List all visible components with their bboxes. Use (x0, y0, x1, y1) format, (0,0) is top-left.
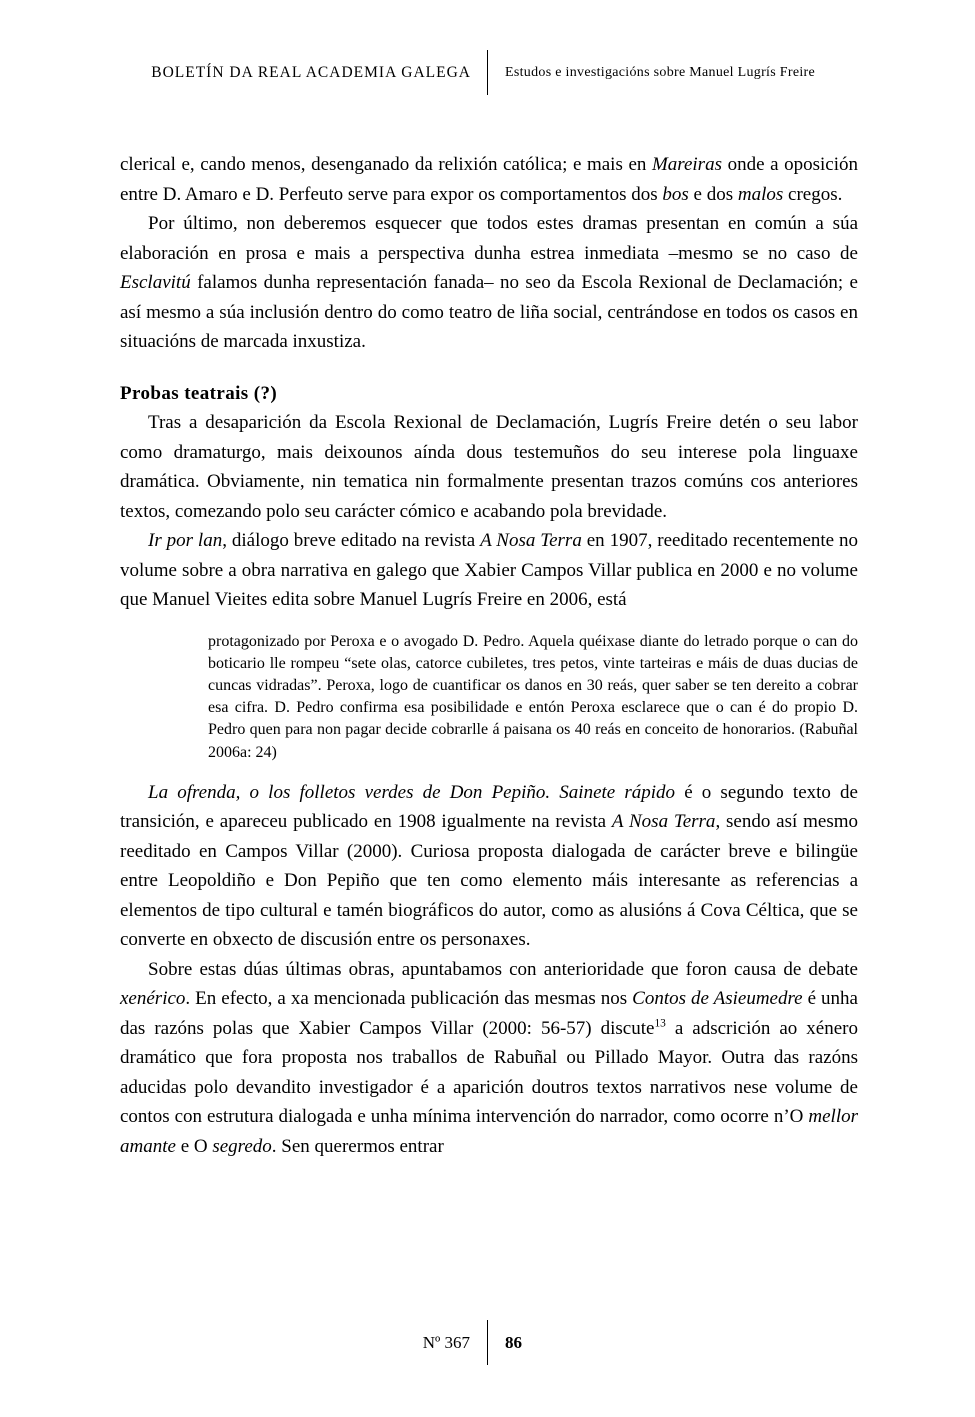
italic-title: malos (737, 183, 784, 205)
article-body (120, 150, 858, 1161)
italic-title: mellor amante (120, 1106, 858, 1157)
text-run: onde a oposición entre D. Amaro e D. Perfeuto serve para expor os comportamentos dos (120, 154, 858, 205)
text-run: falamos dunha representación fanada– no seo da Escola Rexional de Declamación; e así mesmo a súa inclusión dentro do como teatro de liña social, centrándose en todos os casos en situacións de marcada inxustiza. (120, 272, 858, 352)
italic-title: xenérico (120, 988, 186, 1010)
footnote-marker: 13 (654, 1017, 666, 1030)
paragraph (120, 209, 858, 357)
text-run: é o segundo texto de transición, e apareceu publicado en 1908 igualmente na revista (120, 781, 858, 833)
journal-title: BOLETÍN DA REAL ACADEMIA GALEGA (151, 63, 471, 81)
italic-title: A Nosa Terra (480, 530, 582, 551)
text-run: protagonizado por Peroxa e o avogado D. Pedro. Aquela quéixase diante do letrado porque o can do boticario lle rompeu “sete olas, catorce cubiletes, tres petos, vinte tarteiras e máis de duas ducias de cuncas vidradas”. Peroxa, logo de cuantificar os danos en 30 reás, quer saber se ten dereito a cobrar esa cifra. D. Pedro confirma esa posibilidade e entón Peroxa esclarece que o can é do propio D. Pedro quen para non pagar decide cobrarlle á paisana os 40 reás en conceito de honorarios. (Rabuñal 2006a: 24) (208, 632, 858, 761)
text-run: a adscrición ao xénero dramático que fora proposta nos traballos de Rabuñal ou Pillado Mayor. Outra das razóns aducidas polo devandito investigador é a aparición doutros textos narrativos nese volume de contos con estrutura dialogada e unha mínima intervención do narrador, como ocorre n’O (120, 1017, 859, 1128)
text-run: e dos (688, 183, 738, 205)
text-run: Sobre estas dúas últimas obras, apuntabamos con anterioridade que foron causa de debate (148, 958, 858, 980)
text-run: é unha das razóns polas que Xabier Campos Villar (2000: 56-57) discute (120, 988, 858, 1039)
text-run: cregos. (783, 183, 843, 205)
block-quote (208, 631, 858, 764)
section-heading (120, 379, 858, 409)
paragraph (120, 526, 858, 615)
issue-title: Estudos e investigacións sobre Manuel Lugrís Freire (505, 64, 816, 80)
running-header (0, 50, 975, 95)
italic-title: Esclavitú (120, 272, 191, 293)
text-run: en 1907, reeditado recentemente no volume sobre a obra narrativa en galego que Xabier Campos Villar publica en 2000 e no volume que Manuel Vieites edita sobre Manuel Lugrís Freire en 2006, está (120, 530, 859, 610)
text-run: Probas teatrais (?) (120, 382, 278, 404)
page-number: 86 (505, 1332, 522, 1352)
italic-title: La ofrenda, o los folletos verdes de Don Pepiño. Sainete rápido (148, 781, 676, 803)
text-run: Por último, non deberemos esquecer que todos estes dramas presentan en común a súa elaboración en prosa e mais a perspectiva dunha estrea inmediata –mesmo se no caso de (120, 213, 858, 264)
issue-number: Nº 367 (422, 1332, 470, 1352)
text-run: e O (175, 1135, 213, 1157)
paragraph (120, 408, 858, 526)
text-run: , diálogo breve editado na revista (222, 530, 481, 551)
running-footer (0, 1320, 975, 1365)
italic-title: segredo (212, 1135, 272, 1157)
text-run: . Sen querermos entrar (271, 1135, 444, 1157)
text-run: Tras a desaparición da Escola Rexional de Declamación, Lugrís Freire detén o seu labor como dramaturgo, mais deixounos aínda dous testemuños do seu interese pola linguaxe dramática. Obviamente, nin tematica nin formalmente presentan trazos comúns cos anteriores textos, comezando polo seu carácter cómico e acabando pola brevidade. (120, 412, 858, 522)
text-run: , sendo así mesmo reeditado en Campos Villar (2000). Curiosa proposta dialogada de carácter breve e bilingüe entre Leopoldiño e Don Pepiño que ten como elemento máis interesante as referencias a elementos de tipo cultural e tamén biográficos do autor, como as alusións á Cova Céltica, que se converte en obxecto de discusión entre os personaxes. (120, 811, 858, 951)
italic-title: Ir por lan (148, 530, 223, 551)
italic-title: Mareiras (651, 154, 722, 175)
italic-title: A Nosa Terra (611, 811, 716, 833)
italic-title: Contos de Asieumedre (632, 988, 803, 1010)
paragraph (120, 150, 858, 209)
text-run: clerical e, cando menos, desenganado da relixión católica; e mais en (120, 154, 652, 175)
paragraph (120, 778, 858, 955)
paragraph (120, 955, 858, 1162)
text-run: . En efecto, a xa mencionada publicación das mesmas nos (185, 988, 633, 1010)
italic-title: bos (662, 183, 689, 205)
